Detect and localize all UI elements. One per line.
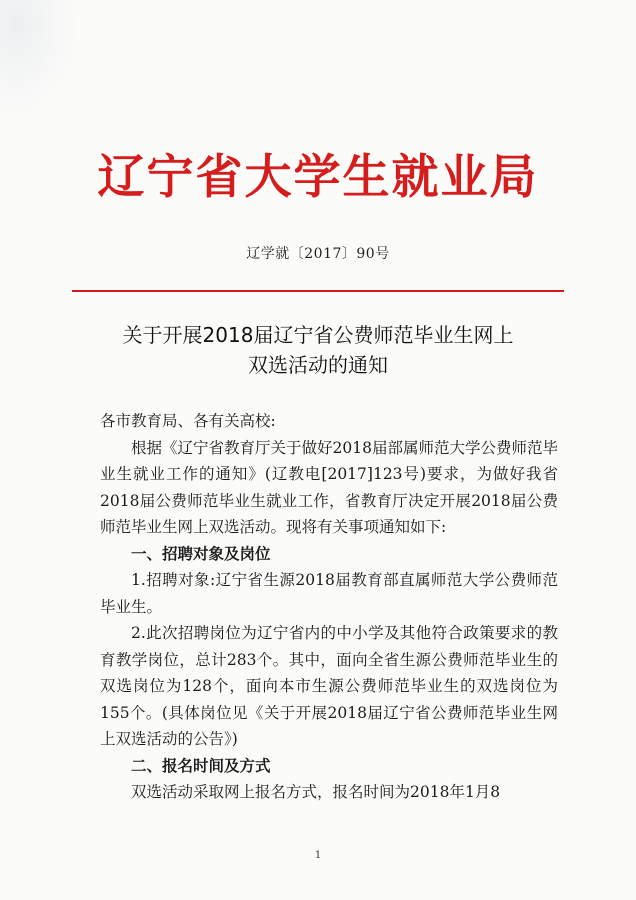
notice-title [0, 320, 636, 380]
letterhead-org-name: 辽宁省大学生就业局 [97, 150, 539, 205]
section1-item2: 2.此次招聘岗位为辽宁省内的中小学及其他符合政策要求的教育教学岗位，总计283个。其中，面向全省生源公费师范毕业生的双选岗位为128个，面向本市生源公费师范毕业生的双选岗位为155个。(具体岗位见《关于开展2018届辽宁省公费师范毕业生网上双选活动的公告》) [100, 624, 558, 748]
scan-artifact [0, 0, 80, 120]
section2-text: 双选活动采取网上报名方式，报名时间为2018年1月8 [131, 783, 501, 801]
letterhead-red-rule [72, 290, 564, 292]
section1-item1: 1.招聘对象:辽宁省生源2018届教育部直属师范大学公费师范毕业生。 [100, 571, 558, 616]
section2-heading: 二、报名时间及方式 [131, 756, 271, 775]
notice-title-line2: 双选活动的通知 [248, 353, 388, 377]
salutation: 各市教育局、各有关高校: [100, 412, 276, 430]
document-number: 辽学就〔2017〕90号 [246, 246, 390, 262]
notice-title-line1: 关于开展2018届辽宁省公费师范毕业生网上 [122, 323, 514, 347]
intro-paragraph: 根据《辽宁省教育厅关于做好2018届部属师范大学公费师范毕业生就业工作的通知》(辽教电[2017]123号)要求，为做好我省2018届公费师范毕业生就业工作，省教育厅决定开展2018届公费师范毕业生网上双选活动。现将有关事项通知如下: [100, 438, 558, 536]
document-body [100, 408, 558, 806]
page-number: 1 [314, 850, 322, 861]
section1-heading: 一、招聘对象及岗位 [131, 544, 271, 563]
